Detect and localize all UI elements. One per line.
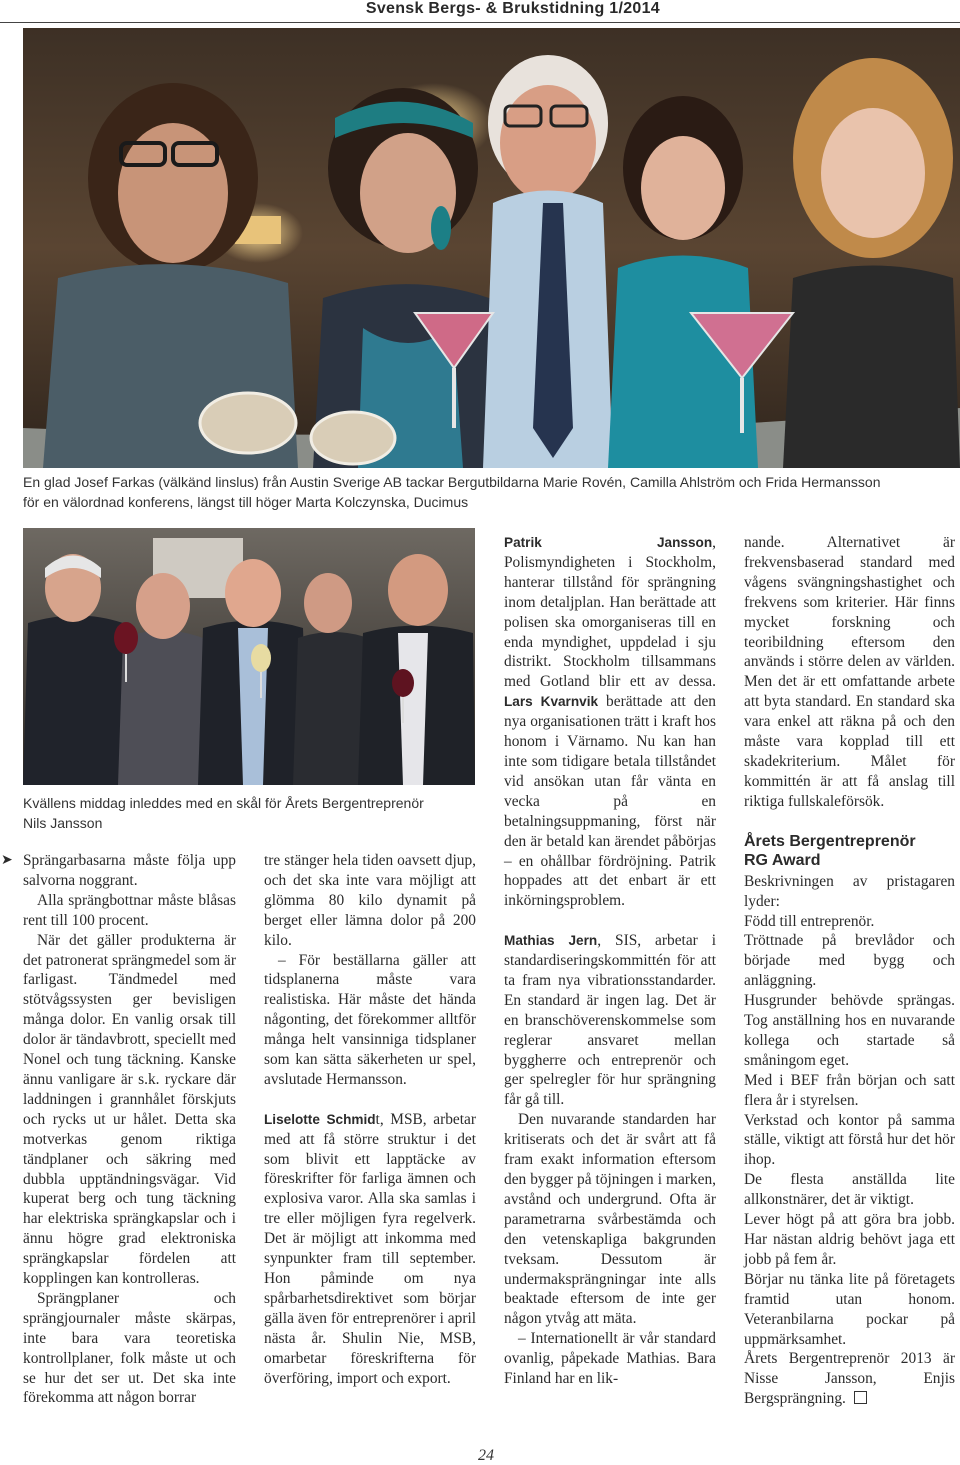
paragraph: – Internationellt är vår standard ovanlig, påpekade Mathias. Bara Finland har en lik- [504, 1330, 716, 1388]
article-column-1 [1, 851, 236, 1408]
arrowhead-right-icon: ➤ [1, 853, 13, 868]
paragraph [504, 931, 716, 1110]
person-name: Mathias Jern [504, 933, 598, 949]
list-line: Beskrivningen av pristagaren lyder: [744, 872, 955, 910]
article-column-4 [744, 533, 955, 1409]
paragraph: Alla sprängbottnar måste blåsas rent till 100 procent. [23, 891, 236, 929]
text-run: t [375, 1110, 380, 1128]
paragraph: – För beställarna gäller att tidsplanerna måste vara realistiska. Här måste det hända någonting, det förekommer alltför många helt vansinniga tidsplaner som kan sätta säkerheten ur spel, avslutade Hermansson. [264, 951, 476, 1088]
text-run: , Polismyndigheten i Stockholm, hanterar tillstånd för sprängning inom detaljplan. Han berättade att polisen ska omorganiseras till en enda myndighet, uppdelad i sju distrikt. Stockholm tillsammans med Gotland blir ett av dessa. [504, 534, 716, 691]
paragraph: nande. Alternativet är frekvensbaserad standard med vågens svängningshastighet och frekvens som kriterier. Här finns mycket forskning och teoribildning eftersom den används i större delen av världen. Men det är ett omfattande arbete att byta standard. En standard ska vara enkel att räkna på och den måste vara kopplad till ett skadekriterium. Målet för kommittén är att få anslag till riktiga fullskaleförsök. [744, 534, 955, 810]
top-photo-caption [23, 472, 960, 512]
publication-title: Svensk Bergs- & Brukstidning 1/2014 [365, 0, 660, 17]
list-line: De flesta anställda lite allkonstnärer, det är viktigt. [744, 1171, 955, 1209]
list-line: Med i BEF från början och satt flera år i styrelsen. [744, 1071, 955, 1109]
running-header [0, 0, 960, 23]
paragraph [504, 533, 716, 911]
list-line: Verkstad och kontor på samma ställe, viktigt att förstå hur det hör ihop. [744, 1111, 955, 1169]
paragraph [264, 1110, 476, 1389]
top-photo [23, 28, 960, 468]
mid-photo-caption [23, 793, 483, 833]
page-number: 24 [478, 1447, 494, 1464]
list-line: Lever högt på att göra bra jobb. Har nästan aldrig behövt jaga ett jobb på fem år. [744, 1211, 955, 1268]
paragraph: tre stänger hela tiden oavsett djup, och det ska inte vara möjligt att glömma 80 kilo dynamit på berget eller lämna dolor på 200 kilo. [264, 852, 476, 949]
caption-line: för en välordnad konferens, längst till höger Marta Kolczynska, Ducimus [23, 494, 469, 510]
caption-line: Nils Jansson [23, 815, 103, 831]
list-line [744, 1349, 955, 1409]
paragraph: När det gäller produkterna är det patronerat sprängmedel som är farligast. Tändmedel med stötvågssysten ger bevisligen många dolor. En vanlig orsak till dolor är tändavbrott, speciellt med Nonel och tung täckning. Kanske ännu vanligare är s.k. ryckare där laddningen i grannhålet förskjuts och rycks ut ur hålet. Detta ska motverkas genom riktiga tändplaner och säkring med dubbla upptändningsvägar. Vid kuperat berg och tung täckning har elektriska sprängkapslar och i ännu högre grad elektroniska sprängkapslar fördelen att kopplingen kan kontrolleras. [23, 931, 236, 1288]
person-name: Liselotte Schmid [264, 1111, 376, 1127]
article-column-2 [264, 851, 476, 1388]
text-run: berättade att den nya organisationen trätt i kraft hos honom i Värnamo. Nu kan han inte som tidigare betala tillståndet vid ansökan utan får vänta en vecka på en betalningsuppmaning, först när den är betald kan ärendet påbörjas – en ohållbar fördröjning. Patrik hoppades att det enbart är ett inkörningsproblem. [504, 693, 717, 910]
end-square-icon [854, 1391, 867, 1404]
person-name: Patrik Jansson [504, 535, 713, 550]
text-run: , SIS, arbetar i standardiseringskommittén för att ta fram nya vibrationsstandarder. En standard är ingen lag. Det är en branschöverenskommelse som reglerar ansvaret mellan byggherre och entreprenör och ger spelregler för hur sprängning får gå till. [504, 932, 716, 1109]
article-column-3 [504, 533, 716, 1389]
text-run: , MSB, arbetar med att få större struktur i det som blivit ett lapptäcke av föreskrifter för farliga ämnen och explosiva varor. Alla ska samlas i tre eller möjligen fyra regelverk. Det är möjligt att inkomma med synpunkter fram till september. Hon påminde om nya spårbarhetsdirektivet som börjar gälla även för entreprenörer i april nästa år. Shulin Nie, MSB, omarbetar föreskrifterna för överföring, import och export. [264, 1110, 476, 1387]
caption-line: En glad Josef Farkas (välkänd linslus) från Austin Sverige AB tackar Bergutbildarna Marie Rovén, Camilla Ahlström och Frida Hermansson [23, 474, 881, 490]
list-line: Husgrunder behövde sprängas. Tog anställning hos en nuvarande kollega och startade så småningom eget. [744, 992, 955, 1069]
paragraph: Den nuvarande standarden har kritiserats och det är svårt att få fram exakt information eftersom den bygger på töjningen i marken, avstånd och undergrund. Ofta är parametrarna svårbestämda och den vetenskapliga bakgrunden tveksam. Dessutom är undermaksprängningar inte alls beaktade eftersom de inte ger någon ytvåg att mäta. [504, 1111, 716, 1328]
mid-photo [23, 528, 475, 785]
list-line: Tröttnade på brevlådor och började med bygg och anläggning. [744, 932, 955, 990]
section-heading [744, 832, 955, 870]
list-line: Börjar nu tänka lite på företagets framtid utan honom. Veteranbilarna pockar på uppmärksamhet. [744, 1270, 955, 1348]
heading-line: Årets Bergentreprenör [744, 832, 916, 850]
text-run: Årets Bergentreprenör 2013 är Nisse Jansson, Enjis Bergsprängning. [744, 1350, 955, 1408]
caption-line: Kvällens middag inleddes med en skål för Årets Bergentreprenör [23, 795, 424, 811]
heading-line: RG Award [744, 851, 821, 869]
list-line: Född till entreprenör. [744, 912, 875, 930]
person-name: Lars Kvarnvik [504, 694, 599, 710]
paragraph: Sprängarbasarna måste följa upp salvorna noggrant. [23, 852, 236, 889]
paragraph: Sprängplaner och sprängjournaler måste skärpas, inte bara vara teoretiska kontrollplaner, folk måste ut och se hur det ser ut. Det ska inte förekomma att någon borrar [23, 1289, 236, 1407]
